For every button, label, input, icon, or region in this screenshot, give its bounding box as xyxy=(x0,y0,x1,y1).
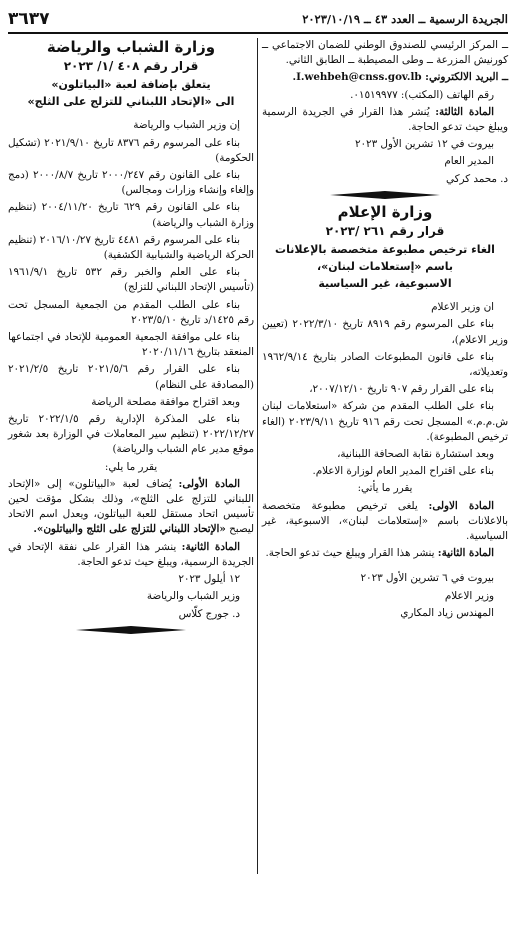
signer-name: المهندس زياد المكاري xyxy=(400,606,494,619)
preamble-item: وبعد اقتراح موافقة مصلحة الرياضة xyxy=(91,395,240,408)
article-text-bold: «الإتحاد اللبناني للتزلج على الثلج والبياتلون». xyxy=(33,523,226,536)
decree-subject-line: الى «الإتحاد اللبناني للتزلج على الثلج» xyxy=(27,95,235,109)
preamble-item: بناء على القانون رقم ٢٠٠٠/٢٤٧ تاريخ ٢٠٠٠/٨/٧ (دمج وإلغاء وإنشاء وزارات ومجالس) xyxy=(8,169,254,197)
ministry-title: وزارة الشباب والرياضة xyxy=(46,38,216,56)
minister-intro: ان وزير الاعلام xyxy=(431,301,494,314)
email-line: ــ البريد الالكتروني: I.wehbeh@cnss.gov.lb. xyxy=(292,71,508,84)
signer-name: د. جورج كلّاس xyxy=(178,607,240,620)
decides-heading: يقرر ما يلي: xyxy=(104,460,158,473)
decree-subject-line: يتعلق بإضافة لعبة «البياتلون» xyxy=(51,78,211,92)
signer-title: المدير العام xyxy=(444,155,494,168)
preamble-item: وبعد استشارة نقابة الصحافة اللبنانية، xyxy=(337,448,494,461)
preamble-item: بناء على قانون المطبوعات الصادر بتاريخ ١٩٦٢/٩/١٤ وتعديلاته، xyxy=(262,350,508,379)
article-2 xyxy=(262,546,508,561)
minister-intro: إن وزير الشباب والرياضة xyxy=(133,119,240,132)
preamble-item: بناء على موافقة الجمعية العمومية للإتحاد في اجتماعها المنعقد بتاريخ ٢٠٢٠/١١/١٦ xyxy=(8,331,254,359)
preamble-item: بناء على الطلب المقدم من الجمعية المسجل تحت رقم ١٤٢٥/د تاريخ ٢٠٢٣/٥/١٠ xyxy=(8,298,254,326)
decree-subject-line: الغاء ترخيص مطبوعة متخصصة بالإعلانات xyxy=(275,243,495,257)
column-divider xyxy=(257,38,258,874)
article-text: يُضاف لعبة «البياتلون» إلى «الإتحاد اللبناني للتزلج على الثلج»، وذلك بشكل مؤقت لحين تأسيس اتحاد مستقل للعبة البياتلون، ويعدل اسم الاتحاد ليصبح xyxy=(8,477,254,536)
article-2 xyxy=(8,540,254,570)
signer-title: وزير الشباب والرياضة xyxy=(146,590,240,603)
article-1 xyxy=(8,477,254,538)
article-text: يلغى ترخيص مطبوعة متخصصة بالاعلانات باسم «إستعلامات لبنان»، الاسبوعية، غير السياسية. xyxy=(262,499,508,543)
article-label: المادة الاولى: xyxy=(428,499,494,512)
decree-number: قرار رقم ٤٠٨ /١/ ٢٠٢٣ xyxy=(63,59,199,74)
preamble-item: بناء على الطلب المقدم من شركة «استعلامات لبنان ش.م.م.» المسجل تحت رقم ٩١٦ تاريخ ٢٠٢٣/٩/١١ (الغاء ترخيص المطبوعة). xyxy=(262,400,508,443)
article-text: ينشر هذا القرار ويبلغ حيث تدعو الحاجة. xyxy=(265,547,435,560)
section-separator xyxy=(262,191,508,199)
preamble-item: بناء على العلم والخبر رقم ٥٣٢ تاريخ ١٩٦١/٩/١ (تأسيس الإتحاد اللبناني للتزلج) xyxy=(8,266,254,294)
page-number: ٣٦٣٧ xyxy=(8,9,50,29)
decree-subject-line: الاسبوعية، غير السياسية xyxy=(318,277,452,291)
preamble-item: بناء على المرسوم رقم ٤٤٨١ تاريخ ٢٠١٦/١٠/٢٧ (تنظيم الحركة الرياضية والشبابية الكشفية) xyxy=(8,233,254,262)
article-label: المادة الثانية: xyxy=(181,540,240,553)
article-text: يُنشر هذا القرار في الجريدة الرسمية ويبلغ حيث تدعو الحاجة. xyxy=(262,105,508,134)
preamble-item: بناء على القرار رقم ٩٠٧ تاريخ ٢٠٠٧/١٢/١٠، xyxy=(309,383,494,396)
article-label: المادة الأولى: xyxy=(178,477,240,490)
left-column xyxy=(8,38,254,930)
place-date: بيروت في ١٢ تشرين الأول ٢٠٢٣ xyxy=(354,138,494,151)
article-text: ينشر هذا القرار على نفقة الإتحاد في الجريدة الرسمية، ويبلغ حيث تدعو الحاجة. xyxy=(8,540,254,568)
section-separator xyxy=(8,626,254,634)
signer-name: د. محمد كركي xyxy=(446,172,508,185)
phone-line: رقم الهاتف (المكتب): ٠١٥١٩٩٧٧. xyxy=(350,88,494,101)
preamble-item: بناء على المرسوم رقم ٨٣٧٦ تاريخ ٢٠٢١/٩/١٠ (تشكيل الحكومة) xyxy=(8,136,254,164)
right-column xyxy=(262,38,508,930)
place-date: بيروت في ٦ تشرين الأول ٢٠٢٣ xyxy=(360,572,494,585)
decree-subject-line: باسم «إستعلامات لبنان»، xyxy=(316,260,454,274)
article-1 xyxy=(262,499,508,545)
article-label: المادة الثانية: xyxy=(437,547,494,560)
signer-title: وزير الاعلام xyxy=(444,589,494,602)
preamble-item: بناء على القرار رقم ٢٠٢١/٥/٦ تاريخ ٢٠٢١/٢/٥ (المصادقة على النظام) xyxy=(8,363,254,391)
page-header xyxy=(8,6,508,34)
preamble-item: بناء على المرسوم رقم ٨٩١٩ تاريخ ٢٠٢٢/٣/١٠ (تعيين وزير الاعلام)، xyxy=(262,318,508,346)
article-label: المادة الثالثة: xyxy=(435,105,494,118)
gazette-issue-title: الجريدة الرسمية ــ العدد ٤٣ ــ ٢٠٢٣/١٠/١٩ xyxy=(302,12,508,26)
decides-heading: يقرر ما يأتي: xyxy=(357,482,413,495)
preamble-item: بناء على القانون رقم ٦٢٩ تاريخ ٢٠٠٤/١١/٢٠ (تنظيم وزارة الشباب والرياضة) xyxy=(8,201,254,229)
place-date: ١٢ أيلول ٢٠٢٣ xyxy=(178,573,240,586)
ministry-title: وزارة الإعلام xyxy=(337,202,433,221)
preamble-item: بناء على المذكرة الإدارية رقم ٢٠٢٢/١/٥ تاريخ ٢٠٢٢/١٢/٢٧ (تنظيم سير المعاملات في الوزارة بعد شغور موقع مدير عام الشباب والرياضة) xyxy=(8,413,254,456)
decree-number: قرار رقم ٢٦١ /٢٠٢٣ xyxy=(325,224,445,239)
address-line: ــ المركز الرئيسي للصندوق الوطني للضمان الاجتماعي ــ كورنيش المزرعة ــ وطى المصيطبة ــ الطابق الثاني. xyxy=(262,39,508,67)
preamble-item: بناء على اقتراح المدير العام لوزارة الاعلام. xyxy=(312,465,494,478)
article-3 xyxy=(262,105,508,135)
